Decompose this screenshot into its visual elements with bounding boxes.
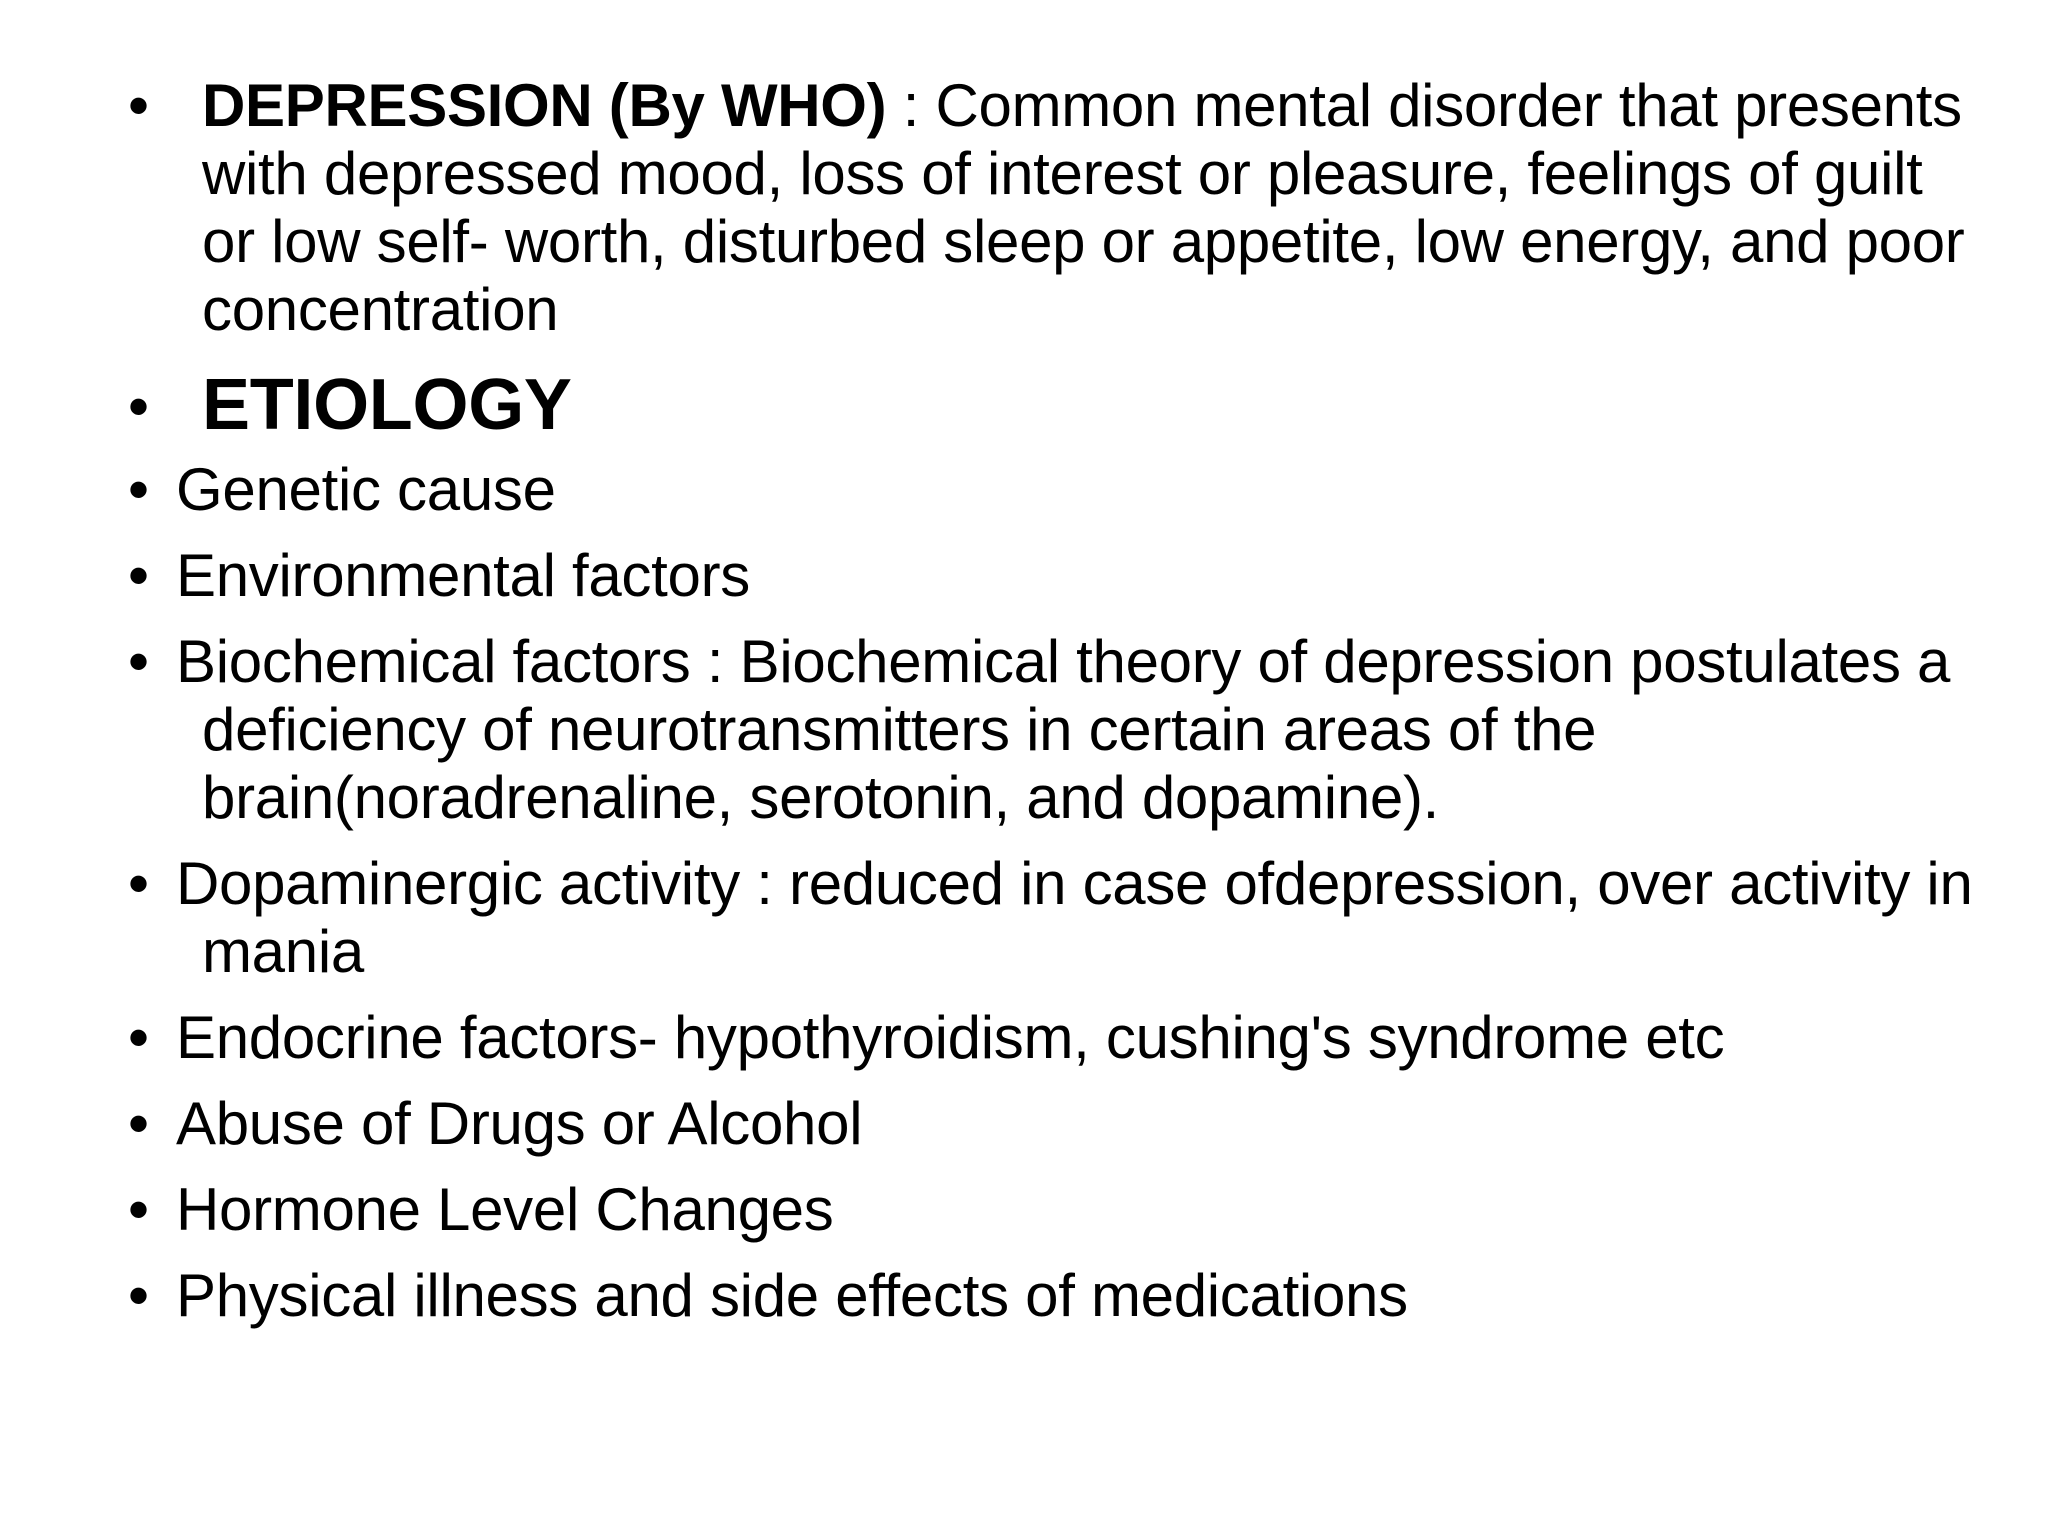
list-item-text: Abuse of Drugs or Alcohol [176,1090,863,1157]
list-item [128,456,1988,524]
bullet-icon: • [128,850,149,917]
bullet-icon: • [128,628,149,695]
definition-text: : Common mental disorder that presents with depressed mood, loss of interest or pleasure, feelings of guilt or low self- worth, disturbed sleep or appetite, low energy, and poor concentration [202,72,1965,343]
definition-item [128,72,1988,344]
bullet-icon: • [128,542,149,609]
list-item-text: Endocrine factors- hypothyroidism, cushing's syndrome etc [176,1004,1725,1071]
definition-term: DEPRESSION (By WHO) [202,72,887,139]
list-item [128,1176,1988,1244]
bullet-icon: • [128,373,149,440]
bullet-icon: • [128,1004,149,1071]
list-item [128,1262,1988,1330]
list-item [128,628,1988,832]
etiology-list [128,456,1988,1348]
list-item-text: Dopaminergic activity : reduced in case ofdepression, over activity in mania [176,850,1973,985]
list-item-text: Biochemical factors : Biochemical theory of depression postulates a deficiency of neurotransmitters in certain areas of the brain(noradrenaline, serotonin, and dopamine). [176,628,1951,831]
list-item [128,1004,1988,1072]
list-item-text: Physical illness and side effects of medications [176,1262,1408,1329]
list-item-text: Hormone Level Changes [176,1176,834,1243]
list-item [128,850,1988,986]
bullet-icon: • [128,1262,149,1329]
bullet-icon: • [128,72,149,139]
bullet-icon: • [128,1090,149,1157]
list-item [128,1090,1988,1158]
list-item-text: Genetic cause [176,456,556,523]
etiology-heading-item [128,364,1988,446]
bullet-icon: • [128,1176,149,1243]
etiology-heading: ETIOLOGY [202,365,572,445]
list-item-text: Environmental factors [176,542,750,609]
bullet-icon: • [128,456,149,523]
list-item [128,542,1988,610]
top-bullet-list [128,72,1988,446]
